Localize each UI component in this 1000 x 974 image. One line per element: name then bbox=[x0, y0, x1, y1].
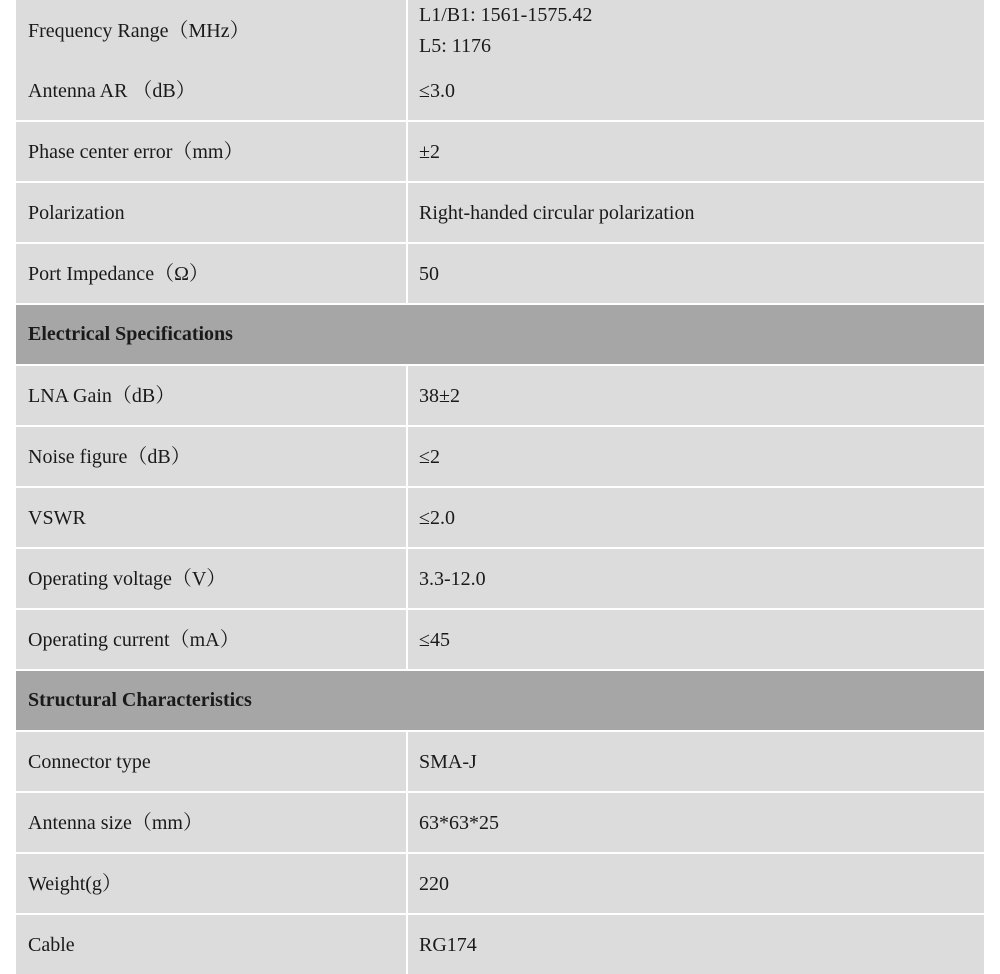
spec-label-port-impedance: Port Impedance（Ω） bbox=[16, 244, 406, 303]
spec-label-frequency-range: Frequency Range（MHz） bbox=[16, 0, 406, 61]
spec-label-connector-type: Connector type bbox=[16, 732, 406, 791]
spec-value-antenna-size: 63*63*25 bbox=[406, 793, 984, 852]
spec-label-vswr: VSWR bbox=[16, 488, 406, 547]
spec-value-port-impedance: 50 bbox=[406, 244, 984, 303]
spec-label-polarization: Polarization bbox=[16, 183, 406, 242]
spec-label-weight: Weight(g） bbox=[16, 854, 406, 913]
spec-value-operating-current: ≤45 bbox=[406, 610, 984, 669]
spec-label-antenna-size: Antenna size（mm） bbox=[16, 793, 406, 852]
spec-label-operating-current: Operating current（mA） bbox=[16, 610, 406, 669]
frequency-band-l1-b1: L1/B1: 1561-1575.42 bbox=[419, 3, 593, 26]
spec-label-operating-voltage: Operating voltage（V） bbox=[16, 549, 406, 608]
spec-value-frequency-range bbox=[406, 0, 984, 61]
spec-label-lna-gain: LNA Gain（dB） bbox=[16, 366, 406, 425]
spec-value-operating-voltage: 3.3-12.0 bbox=[406, 549, 984, 608]
spec-value-antenna-ar: ≤3.0 bbox=[406, 61, 984, 120]
spec-value-connector-type: SMA-J bbox=[406, 732, 984, 791]
section-heading-structural: Structural Characteristics bbox=[16, 671, 984, 730]
frequency-band-l5: L5: 1176 bbox=[419, 34, 492, 57]
spec-value-weight: 220 bbox=[406, 854, 984, 913]
spec-label-antenna-ar: Antenna AR （dB） bbox=[16, 61, 406, 120]
spec-table bbox=[16, 0, 984, 974]
spec-value-noise-figure: ≤2 bbox=[406, 427, 984, 486]
spec-label-cable: Cable bbox=[16, 915, 406, 974]
spec-label-noise-figure: Noise figure（dB） bbox=[16, 427, 406, 486]
spec-label-phase-center-error: Phase center error（mm） bbox=[16, 122, 406, 181]
spec-value-phase-center-error: ±2 bbox=[406, 122, 984, 181]
spec-value-lna-gain: 38±2 bbox=[406, 366, 984, 425]
spec-value-vswr: ≤2.0 bbox=[406, 488, 984, 547]
spec-value-polarization: Right-handed circular polarization bbox=[406, 183, 984, 242]
section-heading-electrical: Electrical Specifications bbox=[16, 305, 984, 364]
spec-value-cable: RG174 bbox=[406, 915, 984, 974]
